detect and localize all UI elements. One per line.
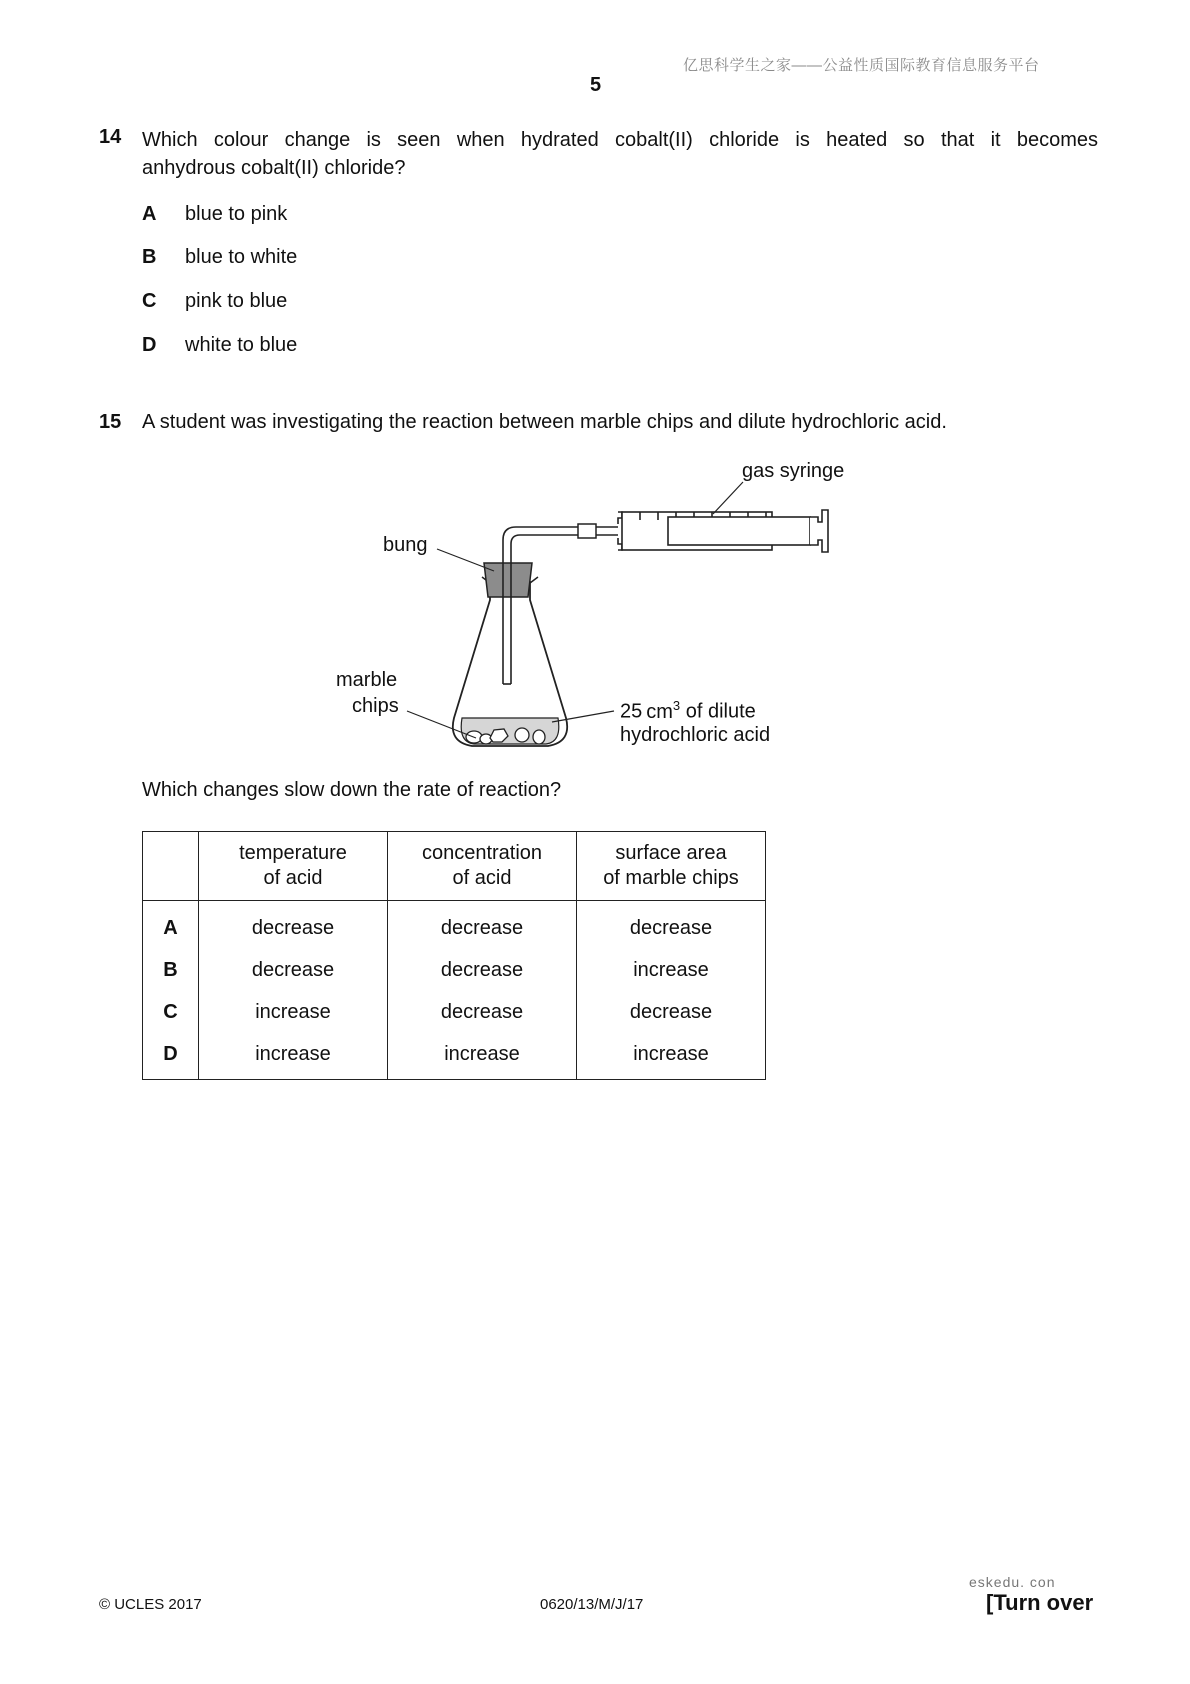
table-header-blank (143, 832, 199, 901)
table-cell: increase (199, 1033, 388, 1080)
q14-option-letter: B (142, 246, 157, 268)
table-row (143, 991, 766, 1033)
table-cell: decrease (577, 901, 766, 950)
gas-syringe (618, 510, 828, 552)
table-row (143, 901, 766, 950)
acid-volume: 25 (620, 700, 643, 723)
q14-option-letter: A (142, 203, 157, 225)
question-14-number: 14 (99, 126, 122, 148)
row-letter: B (143, 949, 199, 991)
acid-unit-superscript: 3 (672, 698, 681, 713)
table-cell: decrease (199, 949, 388, 991)
question-14-line-2: anhydrous cobalt(II) chloride? (142, 157, 406, 179)
table-cell: increase (577, 1033, 766, 1080)
row-letter: C (143, 991, 199, 1033)
table-cell: increase (388, 1033, 577, 1080)
site-watermark: eskedu. con (969, 1574, 1056, 1590)
answer-table (142, 831, 766, 1080)
page-number: 5 (590, 74, 602, 96)
leader-line (713, 482, 743, 514)
copyright: © UCLES 2017 (99, 1596, 202, 1613)
acid-rest: of dilute (685, 700, 756, 723)
table-cell: decrease (388, 901, 577, 950)
acid-unit: cm (646, 700, 673, 723)
label-chips: chips (352, 695, 399, 717)
table-header-surface-area: surface area of marble chips (577, 832, 766, 901)
table-row (143, 949, 766, 991)
question-15-prompt: Which changes slow down the rate of reaction? (142, 779, 562, 801)
delivery-tube (503, 527, 578, 684)
bung (484, 563, 532, 597)
q14-option-letter: C (142, 290, 157, 312)
watermark-text: 亿思科学生之家——公益性质国际教育信息服务平台 (683, 57, 1040, 74)
row-letter: D (143, 1033, 199, 1080)
table-cell: increase (199, 991, 388, 1033)
table-cell: decrease (388, 991, 577, 1033)
table-cell: decrease (199, 901, 388, 950)
table-header-row (143, 832, 766, 901)
table-cell: decrease (577, 991, 766, 1033)
label-acid-line-2: hydrochloric acid (620, 724, 771, 746)
paper-code: 0620/13/M/J/17 (540, 1596, 644, 1613)
row-letter: A (143, 901, 199, 950)
q14-option-text: blue to white (185, 246, 298, 268)
table-header-temperature: temperature of acid (199, 832, 388, 901)
label-acid-line-1 (620, 698, 756, 724)
leader-line (552, 711, 614, 722)
q14-option-letter: D (142, 334, 157, 356)
label-gas-syringe: gas syringe (742, 460, 845, 482)
question-15-number: 15 (99, 411, 122, 433)
question-15-text: A student was investigating the reaction between marble chips and dilute hydrochloric acid. (142, 411, 947, 433)
table-row (143, 1033, 766, 1080)
table-cell: decrease (388, 949, 577, 991)
label-marble: marble (336, 669, 398, 691)
leader-line (437, 549, 494, 571)
apparatus-diagram (0, 0, 1190, 780)
q14-option-text: white to blue (185, 334, 298, 356)
q14-option-text: blue to pink (185, 203, 288, 225)
label-bung: bung (383, 534, 428, 556)
q14-option-text: pink to blue (185, 290, 288, 312)
table-header-concentration: concentration of acid (388, 832, 577, 901)
table-cell: increase (577, 949, 766, 991)
turn-over: [Turn over (986, 1590, 1094, 1615)
question-14-line-1: Which colour change is seen when hydrated cobalt(II) chloride is heated so that it becomes (142, 129, 1098, 151)
